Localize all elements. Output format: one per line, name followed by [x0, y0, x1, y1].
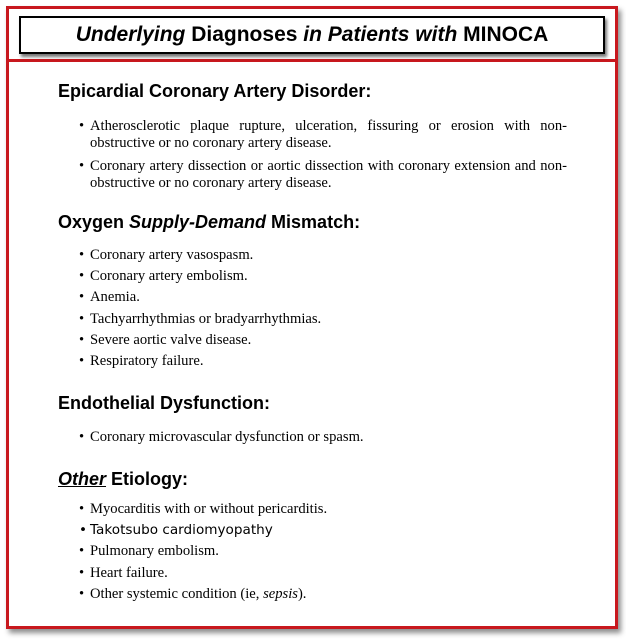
- list-item: • Coronary artery dissection or aortic dissection with coronary extension and non-obstructive or no coronary artery disease.: [81, 158, 567, 192]
- list-item: • Coronary artery embolism.: [81, 268, 567, 285]
- list-supply-demand: [81, 247, 567, 374]
- title-part-minoca: MINOCA: [457, 23, 549, 46]
- list-other-etiology: [81, 501, 567, 607]
- list-item: • Severe aortic valve disease.: [81, 332, 567, 349]
- heading-part-italic: Other: [58, 469, 107, 489]
- list-item: • Anemia.: [81, 289, 567, 306]
- list-item: • Myocarditis with or without pericarditis.: [81, 501, 567, 518]
- list-item: • Atherosclerotic plaque rupture, ulceration, fissuring or erosion with non-obstructive or no coronary artery disease.: [81, 118, 567, 152]
- list-item: • Heart failure.: [81, 565, 567, 582]
- list-endothelial: [81, 429, 567, 446]
- heading-supply-demand: [58, 212, 360, 233]
- heading-part: Oxygen: [58, 212, 130, 232]
- list-item: • Tachyarrhythmias or bradyarrhythmias.: [81, 311, 567, 328]
- list-item: • Respiratory failure.: [81, 353, 567, 370]
- list-item: [81, 586, 567, 603]
- heading-epicardial: Epicardial Coronary Artery Disorder:: [58, 81, 372, 101]
- list-item: • Pulmonary embolism.: [81, 543, 567, 560]
- heading-part: Mismatch:: [266, 212, 361, 232]
- list-item: • Coronary microvascular dysfunction or spasm.: [81, 429, 567, 446]
- title-bar: [9, 9, 615, 62]
- heading-other-etiology: [58, 469, 188, 490]
- list-epicardial: [81, 118, 567, 192]
- title-part-underlying: Underlying: [75, 23, 186, 46]
- heading-part: Etiology:: [106, 469, 189, 489]
- heading-part-italic: Supply-Demand: [129, 212, 267, 232]
- list-item-text: ).: [297, 585, 307, 602]
- title-part-diagnoses: Diagnoses: [185, 23, 304, 46]
- red-frame: [6, 6, 618, 629]
- heading-endothelial: Endothelial Dysfunction:: [58, 393, 271, 413]
- page-title: [19, 16, 605, 54]
- title-part-in-patients: in Patients with: [303, 23, 458, 46]
- list-item: • Coronary artery vasospasm.: [81, 247, 567, 264]
- list-item-text: Other systemic condition (ie,: [90, 585, 264, 602]
- list-item-italic: sepsis: [263, 585, 298, 602]
- content: [9, 67, 615, 626]
- list-item: • Takotsubo cardiomyopathy: [81, 522, 567, 539]
